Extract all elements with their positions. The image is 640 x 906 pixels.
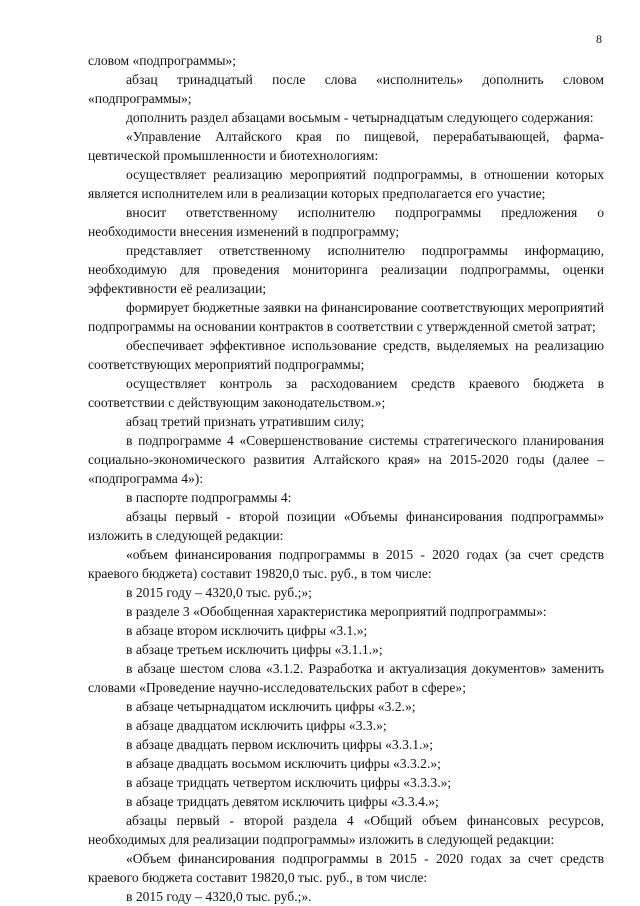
paragraph: осуществляет реализацию мероприятий подпрограммы, в отношении которых является исполнителем или в реализации которых предполагается его участие; — [88, 167, 604, 201]
paragraph: «объем финансирования подпрограммы в 2015 - 2020 годах (за счет средств краевого бюджета) составит 19820,0 тыс. руб., в том числе: — [88, 547, 604, 581]
paragraph: формирует бюджетные заявки на финансирование соответствующих мероприятий подпрограммы на основании контрактов в соответствии с утвержденной сметой затрат; — [88, 300, 604, 334]
paragraph: в абзаце двадцать первом исключить цифры «3.3.1.»; — [126, 737, 434, 752]
paragraph: обеспечивает эффективное использование средств, выделяемых на реализацию соответствующих мероприятий подпрограммы; — [88, 338, 604, 372]
paragraph: в разделе 3 «Обобщенная характеристика мероприятий подпрограммы»: — [126, 604, 547, 619]
paragraph: в абзаце тридцать девятом исключить цифры «3.3.4.»; — [126, 794, 439, 809]
paragraph: в абзаце шестом слова «3.1.2. Разработка и актуализация документов» заменить словами «Проведение научно-исследовательских работ в сфере»; — [88, 661, 604, 695]
paragraph: абзац тринадцатый после слова «исполнитель» дополнить словом «подпрограммы»; — [88, 72, 604, 106]
paragraph: в 2015 году – 4320,0 тыс. руб.;». — [126, 889, 312, 904]
paragraph: абзац третий признать утратившим силу; — [126, 414, 365, 429]
document-body — [88, 51, 604, 906]
paragraph: «Объем финансирования подпрограммы в 2015 - 2020 годах за счет средств краевого бюджета составит 19820,0 тыс. руб., в том числе: — [88, 851, 604, 885]
paragraph: в подпрограмме 4 «Совершенствование системы стратегического планирования социально-экономического развития Алтайского края» на 2015-2020 годы (далее – «подпрограмма 4»): — [88, 433, 604, 486]
paragraph: в абзаце тридцать четвертом исключить цифры «3.3.3.»; — [126, 775, 452, 790]
paragraph: вносит ответственному исполнителю подпрограммы предложения о необходимости внесения изменений в подпрограмму; — [88, 205, 604, 239]
paragraph: «Управление Алтайского края по пищевой, перерабатывающей, фармацевтической промышленности и биотехнологиям: — [88, 129, 604, 163]
paragraph: в абзаце двадцать восьмом исключить цифры «3.3.2.»; — [126, 756, 441, 771]
paragraph: в абзаце третьем исключить цифры «3.1.1.»; — [126, 642, 383, 657]
paragraph: в 2015 году – 4320,0 тыс. руб.;»; — [126, 585, 312, 600]
paragraph: в абзаце втором исключить цифры «3.1.»; — [126, 623, 368, 638]
paragraph: осуществляет контроль за расходованием средств краевого бюджета в соответствии с действующим законодательством.»; — [88, 376, 604, 410]
page-number: 8 — [596, 32, 602, 46]
paragraph: в паспорте подпрограммы 4: — [126, 490, 292, 505]
paragraph: абзацы первый - второй раздела 4 «Общий объем финансовых ресурсов, необходимых для реализации подпрограммы» изложить в следующей редакции: — [88, 813, 604, 847]
paragraph: словом «подпрограммы»; — [88, 53, 237, 68]
paragraph: представляет ответственному исполнителю подпрограммы информацию, необходимую для проведения мониторинга реализации подпрограммы, оценки эффективности её реализации; — [88, 243, 604, 296]
paragraph: в абзаце двадцатом исключить цифры «3.3.»; — [126, 718, 387, 733]
paragraph: в абзаце четырнадцатом исключить цифры «3.2.»; — [126, 699, 416, 714]
paragraph: дополнить раздел абзацами восьмым - четырнадцатым следующего содержания: — [126, 110, 594, 125]
paragraph: абзацы первый - второй позиции «Объемы финансирования подпрограммы» изложить в следующей редакции: — [88, 509, 604, 543]
